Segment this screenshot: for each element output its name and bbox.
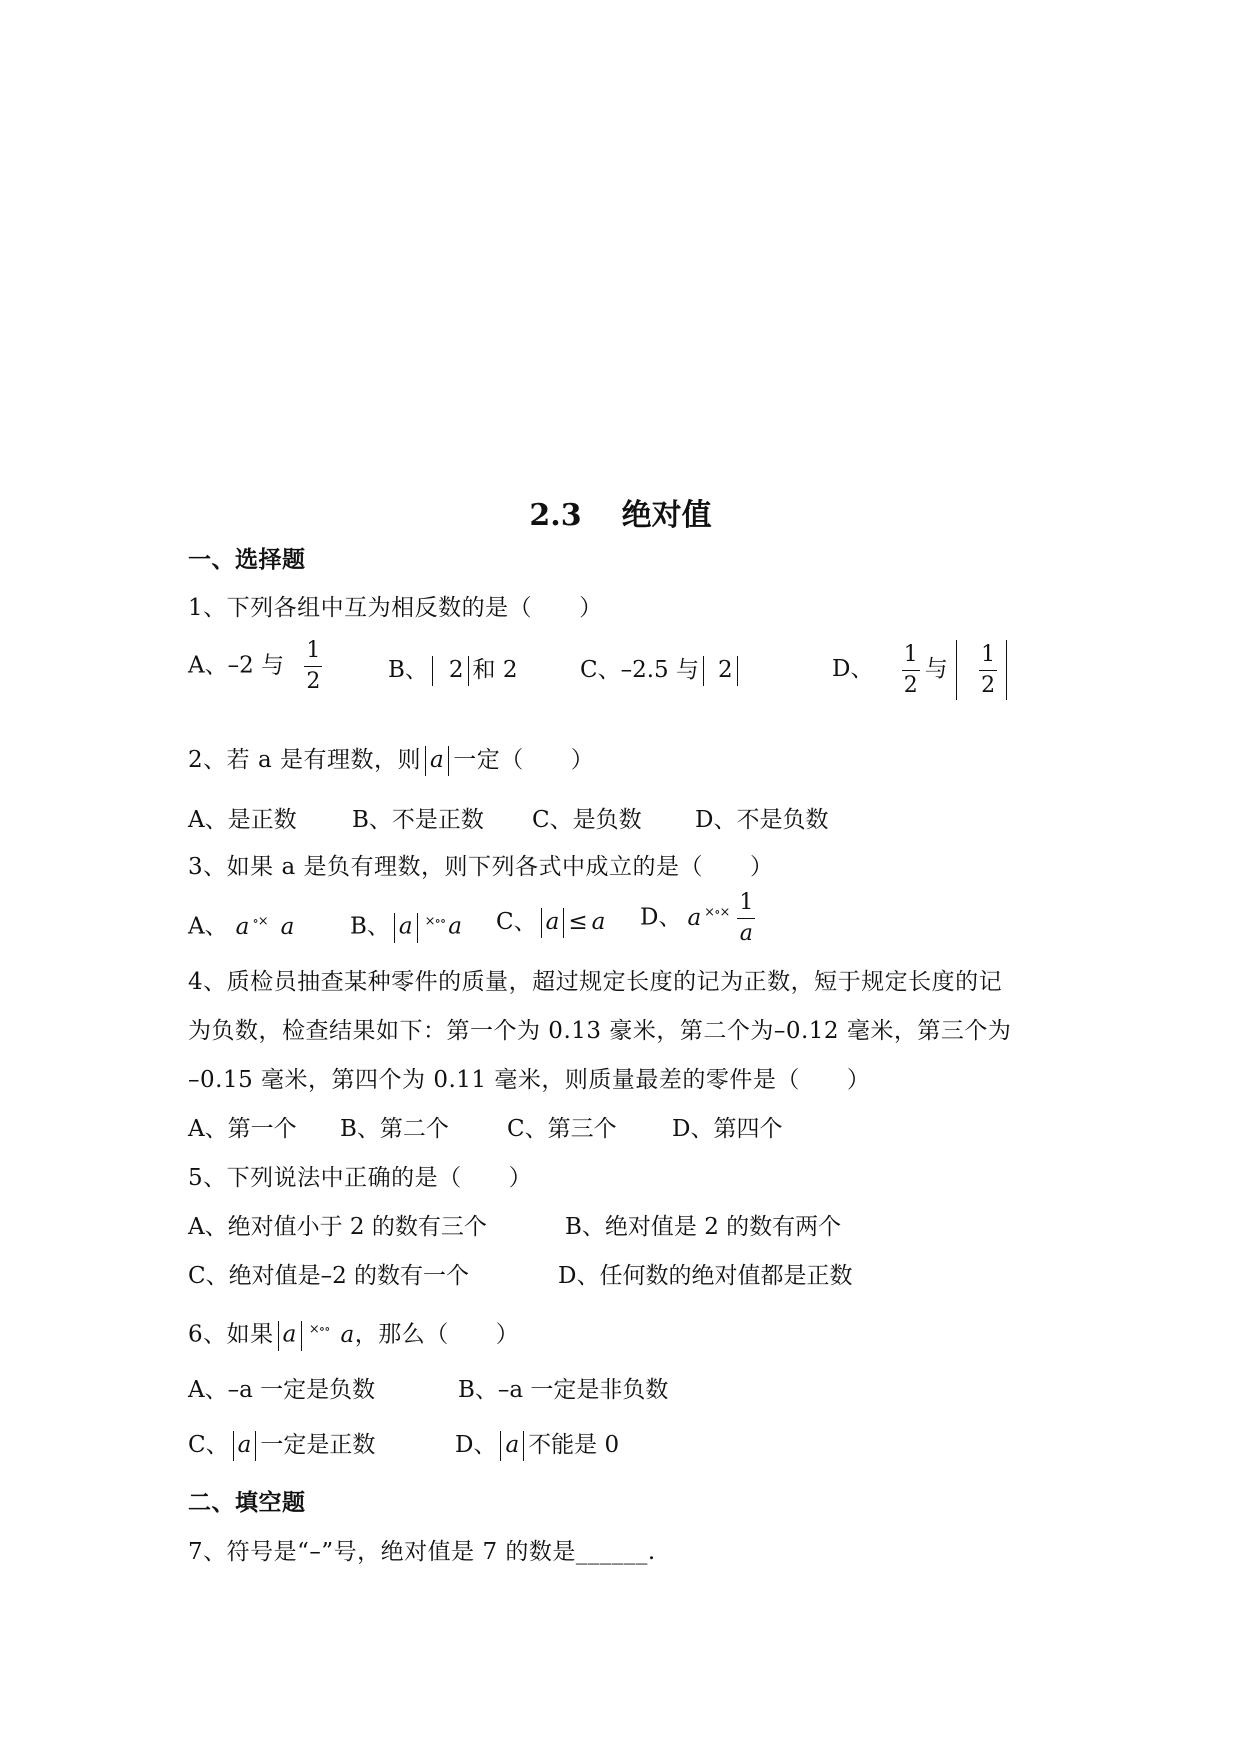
q4-option-b: B、第二个	[340, 1116, 449, 1142]
q4-option-c: C、第三个	[507, 1116, 617, 1142]
q1-option-c	[580, 655, 742, 686]
question-7-stem: 7、符号是“–”号，绝对值是 7 的数是______.	[188, 1539, 656, 1565]
q6-var2: a	[340, 1321, 355, 1348]
q3-option-b	[350, 907, 462, 943]
question-1-stem: 1、下列各组中互为相反数的是（ ）	[188, 595, 603, 621]
q1-d-fraction-1	[901, 641, 921, 698]
q3-c-label: C、	[496, 909, 537, 935]
q5-option-d: D、任何数的绝对值都是正数	[558, 1263, 853, 1289]
frac-numerator: 1	[981, 641, 996, 667]
q5-option-b: B、绝对值是 2 的数有两个	[565, 1214, 842, 1240]
q3-option-c	[496, 907, 605, 938]
section-heading-choice: 一、选择题	[188, 546, 306, 573]
q3-b-var2: a	[448, 913, 462, 940]
q6-stem-a: 6、如果	[188, 1321, 274, 1348]
q1-option-a	[188, 640, 327, 693]
q1-a-fraction	[303, 640, 323, 693]
q3-c-relation: ≤	[568, 909, 588, 935]
q6-d-text: 不能是 0	[528, 1432, 620, 1458]
q5-option-a: A、绝对值小于 2 的数有三个	[188, 1214, 487, 1240]
q3-option-a	[188, 907, 294, 942]
q1-d-label: D、	[832, 656, 874, 682]
question-6-stem	[188, 1315, 519, 1351]
q1-option-d	[832, 640, 1011, 700]
q3-c-var2: a	[591, 909, 606, 935]
q2-option-b: B、不是正数	[352, 807, 484, 833]
q3-b-marks: ×∘∘	[424, 914, 446, 929]
title-number: 2.3	[529, 498, 582, 533]
q1-b-label: B、	[388, 657, 428, 683]
q1-a-text: A、–2 与	[188, 652, 285, 679]
q6-var: a	[282, 1321, 297, 1348]
q6-d-label: D、	[455, 1432, 497, 1458]
q1-c-value: 2	[718, 657, 733, 683]
q6-option-b: B、–a 一定是非负数	[458, 1377, 669, 1403]
q6-c-text: 一定是正数	[260, 1432, 376, 1458]
q1-b-suffix: 和 2	[472, 657, 518, 683]
q2-stem-a: 2、若 a 是有理数，则	[188, 747, 421, 773]
frac-numerator: 1	[306, 638, 321, 663]
q3-b-var: a	[398, 913, 413, 940]
q3-a-var: a	[235, 913, 250, 940]
q2-stem-b: 一定（ ）	[453, 747, 595, 773]
q3-b-label: B、	[350, 913, 390, 940]
q3-c-var: a	[545, 909, 560, 935]
q4-option-a: A、第一个	[188, 1116, 297, 1142]
q3-d-marks: ×∘×	[704, 904, 730, 920]
q1-c-text: C、–2.5 与	[580, 657, 699, 683]
frac-numerator: 1	[739, 890, 754, 915]
question-4-line-2: 为负数，检查结果如下：第一个为 0.13 豪米，第二个为–0.12 毫米，第三个为	[188, 1018, 1012, 1044]
q3-a-label: A、	[188, 913, 228, 940]
q3-d-var: a	[687, 904, 702, 931]
frac-denominator: a	[739, 921, 753, 946]
q4-option-d: D、第四个	[672, 1116, 783, 1142]
q3-d-label: D、	[640, 904, 682, 931]
title-text: 绝对值	[621, 498, 712, 533]
q1-b-value: 2	[448, 657, 464, 683]
q6-option-a: A、–a 一定是负数	[188, 1377, 376, 1403]
q6-d-var: a	[505, 1432, 520, 1458]
q3-a-var2: a	[280, 913, 295, 940]
section-heading-fill: 二、填空题	[188, 1489, 306, 1516]
q3-d-fraction	[736, 892, 756, 945]
q6-c-var: a	[237, 1432, 252, 1458]
q1-d-with: 与	[924, 656, 948, 682]
q6-stem-b: ，那么（ ）	[354, 1321, 520, 1348]
question-5-stem: 5、下列说法中正确的是（ ）	[188, 1165, 533, 1191]
frac-numerator: 1	[903, 641, 918, 667]
q6-option-c	[188, 1430, 375, 1461]
q3-a-marks: ∘×	[252, 914, 268, 929]
question-3-stem: 3、如果 a 是负有理数，则下列各式中成立的是（ ）	[188, 854, 774, 880]
q6-option-d	[455, 1430, 619, 1461]
page-title	[0, 490, 1241, 534]
question-2-stem	[188, 745, 594, 776]
q1-d-fraction-2	[978, 641, 998, 698]
q2-option-a: A、是正数	[188, 807, 297, 833]
frac-denominator: 2	[981, 672, 996, 698]
question-4-line-1: 4、质检员抽查某种零件的质量，超过规定长度的记为正数，短于规定长度的记	[188, 969, 1003, 995]
frac-denominator: 2	[903, 672, 918, 698]
q2-var: a	[429, 747, 445, 773]
q2-option-c: C、是负数	[532, 807, 642, 833]
frac-denominator: 2	[306, 669, 321, 694]
q5-option-c: C、绝对值是–2 的数有一个	[188, 1263, 470, 1289]
q1-option-b	[388, 655, 518, 686]
q2-option-d: D、不是负数	[695, 807, 829, 833]
q3-option-d	[640, 892, 760, 945]
q6-marks: ×∘∘	[308, 1322, 330, 1337]
question-4-line-3: –0.15 毫米，第四个为 0.11 毫米，则质量最差的零件是（ ）	[188, 1067, 871, 1093]
q6-c-label: C、	[188, 1432, 229, 1458]
